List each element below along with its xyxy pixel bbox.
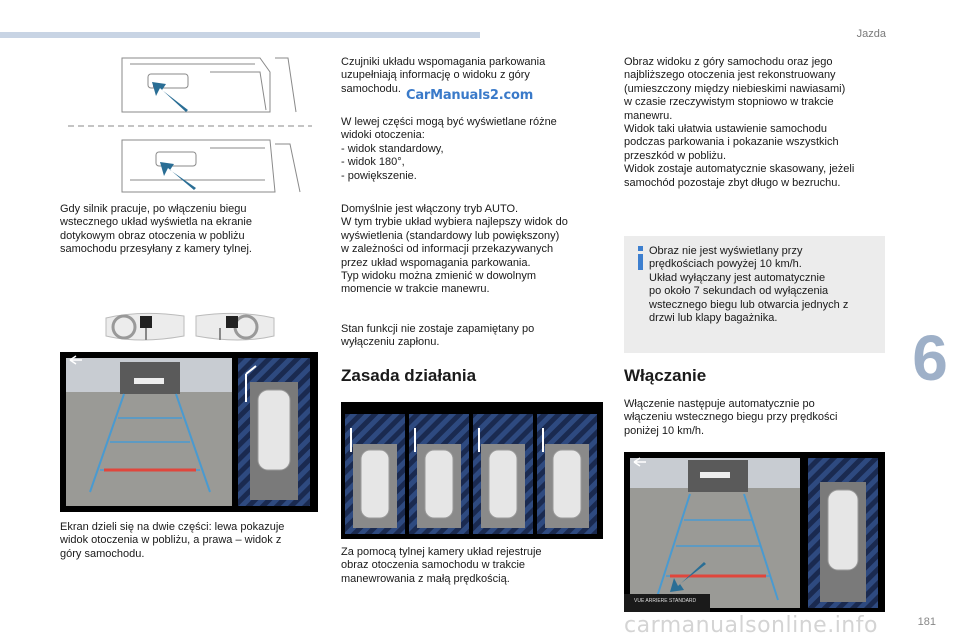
watermark-text: CarManuals2.com [406, 88, 534, 103]
col2-paragraph-4: Stan funkcji nie zostaje zapamiętany po wyłączeniu zapłonu. [341, 323, 535, 349]
header-bar [0, 32, 480, 38]
four-top-views-illustration [341, 402, 603, 539]
page-number: 181 [917, 616, 936, 628]
screen-caption: VUE ARRIERE STANDARD [634, 598, 697, 604]
col1-paragraph-1: Gdy silnik pracuje, po włączeniu biegu wstecznego układ wyświetla na ekranie dotykowym obraz otoczenia w pobliżu samochodu przesyłany z kamery tylnej. [60, 203, 252, 256]
info-box [624, 236, 885, 353]
heading-wlaczanie: Włączanie [624, 366, 707, 385]
chapter-tab [904, 322, 960, 394]
footer-watermark: carmanualsonline.info [624, 613, 878, 638]
section-title: Jazda [856, 28, 886, 40]
van-rear-illustration [60, 52, 320, 200]
chapter-number: 6 [912, 322, 948, 394]
heading-zasada-dzialania: Zasada działania [341, 366, 477, 385]
camera-screen-split [60, 352, 318, 512]
col3-paragraph-2: Włączenie następuje automatycznie po włączeniu wstecznego biegu przy prędkości poniżej 10 km/h. [624, 398, 838, 437]
col1-paragraph-2: Ekran dzieli się na dwie części: lewa pokazuje widok otoczenia w pobliżu, a prawa – widok z góry samochodu. [60, 521, 285, 560]
col2-paragraph-1: Czujniki układu wspomagania parkowania uzupełniają informację o widoku z góry samochodu. [341, 56, 546, 95]
col2-paragraph-5: Za pomocą tylnej kamery układ rejestruje obraz otoczenia samochodu w trakcie manewrowania z małą prędkością. [341, 546, 542, 585]
camera-screen-activation [624, 452, 885, 612]
steering-wheel-illustration [100, 306, 280, 348]
arrow-icon [152, 82, 196, 190]
col2-paragraph-3: Domyślnie jest włączony tryb AUTO. W tym trybie układ wybiera najlepszy widok do wyświetlenia (standardowy lub powiększony) w zależności od informacji przekazywanych przez układ wspomagania parkowania. Typ widoku można zmienić w dowolnym momencie w trakcie manewru. [341, 203, 568, 296]
col3-paragraph-1: Obraz widoku z góry samochodu oraz jego najbliższego otoczenia jest rekonstruowany (umieszczony między niebieskimi nawiasami) w czasie rzeczywistym stopniowo w trakcie manewru. Widok taki ułatwia ustawienie samochodu podczas parkowania i pokazanie wszystkich przeszkód w pobliżu. Widok zostaje automatycznie skasowany, jeżeli samochód pozostaje zbyt długo w bezruchu. [624, 56, 855, 189]
info-text: Obraz nie jest wyświetlany przy prędkościach powyżej 10 km/h. Układ wyłączany jest automatycznie po około 7 sekundach od wyłączenia wstecznego biegu lub otwarcia jednych z drzwi lub klapy bagażnika. [649, 245, 849, 325]
col2-paragraph-2: W lewej części mogą być wyświetlane różne widoki otoczenia: - widok standardowy, - widok 180°, - powiększenie. [341, 116, 557, 182]
info-icon [634, 246, 648, 270]
